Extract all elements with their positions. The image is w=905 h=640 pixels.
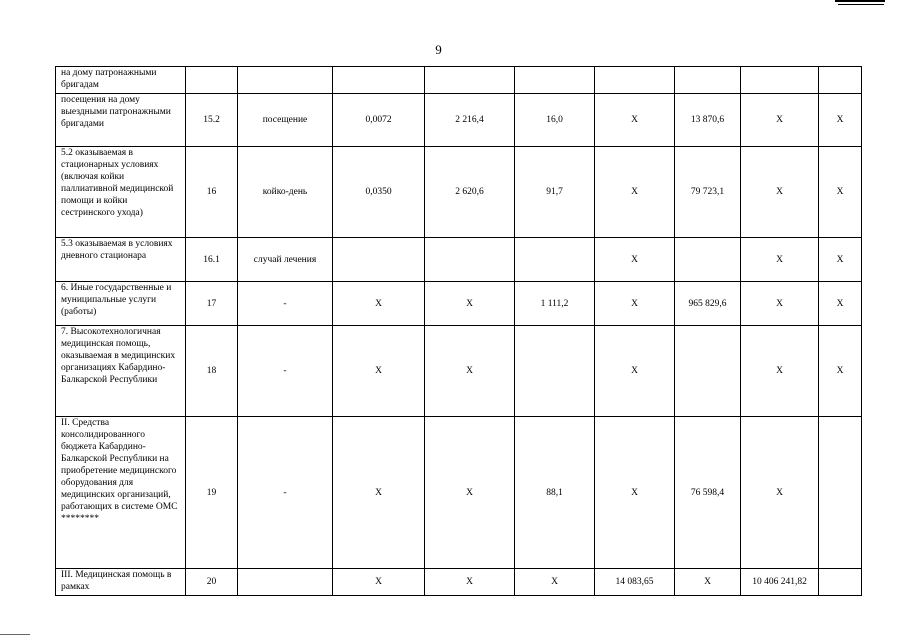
cell-col9: X xyxy=(819,94,862,147)
cell-col3: 0,0072 xyxy=(333,94,425,147)
cell-col7: 13 870,6 xyxy=(675,94,741,147)
cell-col9 xyxy=(819,417,862,569)
cell-col5 xyxy=(515,67,595,94)
cell-col7 xyxy=(675,67,741,94)
cell-col7: 965 829,6 xyxy=(675,282,741,326)
row-unit xyxy=(238,569,333,596)
row-name: 7. Высокотехнологичная медицинская помощь, оказываемая в медицинских организациях Кабардино-Балкарской Республики xyxy=(56,326,186,417)
row-code: 19 xyxy=(186,417,238,569)
row-name: 6. Иные государственные и муниципальные услуги (работы) xyxy=(56,282,186,326)
cell-col9: X xyxy=(819,147,862,238)
cell-col3: X xyxy=(333,569,425,596)
table-row xyxy=(56,147,862,238)
cell-col6: 14 083,65 xyxy=(595,569,675,596)
cell-col8: X xyxy=(741,326,819,417)
row-name: III. Медицинская помощь в рамках xyxy=(56,569,186,596)
row-code: 18 xyxy=(186,326,238,417)
cell-col8: X xyxy=(741,417,819,569)
cell-col4: X xyxy=(425,326,515,417)
cell-col5: 88,1 xyxy=(515,417,595,569)
row-name: на дому патронажными бригадам xyxy=(56,67,186,94)
financing-table xyxy=(55,66,862,596)
row-unit: койко-день xyxy=(238,147,333,238)
row-code xyxy=(186,67,238,94)
cell-col6: X xyxy=(595,94,675,147)
cell-col5: 16,0 xyxy=(515,94,595,147)
cell-col4: 2 620,6 xyxy=(425,147,515,238)
cell-col4: 2 216,4 xyxy=(425,94,515,147)
cell-col6 xyxy=(595,67,675,94)
row-unit: - xyxy=(238,282,333,326)
cell-col8: X xyxy=(741,94,819,147)
row-name: II. Средства консолидированного бюджета Кабардино-Балкарской Республики на приобретение медицинского оборудования для медицинских организаций, работающих в системе ОМС ******** xyxy=(56,417,186,569)
cell-col9: X xyxy=(819,326,862,417)
table-row xyxy=(56,282,862,326)
row-unit xyxy=(238,67,333,94)
table-row xyxy=(56,569,862,596)
cell-col4 xyxy=(425,238,515,282)
cell-col5: 1 111,2 xyxy=(515,282,595,326)
cell-col3 xyxy=(333,238,425,282)
row-code: 15.2 xyxy=(186,94,238,147)
cell-col8: X xyxy=(741,238,819,282)
cell-col3: X xyxy=(333,326,425,417)
cell-col5: X xyxy=(515,569,595,596)
cell-col5: 91,7 xyxy=(515,147,595,238)
cell-col4: X xyxy=(425,282,515,326)
row-name: посещения на дому выездными патронажными бригадами xyxy=(56,94,186,147)
row-unit: случай лечения xyxy=(238,238,333,282)
footer-rule xyxy=(0,634,30,635)
row-code: 16 xyxy=(186,147,238,238)
table-row xyxy=(56,417,862,569)
row-code: 17 xyxy=(186,282,238,326)
cell-col6: X xyxy=(595,282,675,326)
cell-col4 xyxy=(425,67,515,94)
cell-col4: X xyxy=(425,569,515,596)
page-number: 9 xyxy=(435,42,442,57)
cell-col7 xyxy=(675,326,741,417)
cell-col9 xyxy=(819,569,862,596)
cell-col5 xyxy=(515,326,595,417)
cell-col7: 79 723,1 xyxy=(675,147,741,238)
table-row xyxy=(56,67,862,94)
cell-col6: X xyxy=(595,326,675,417)
row-code: 16.1 xyxy=(186,238,238,282)
table-row xyxy=(56,238,862,282)
cell-col4: X xyxy=(425,417,515,569)
row-name: 5.2 оказываемая в стационарных условиях (включая койки паллиативной медицинской помощи и койки сестринского ухода) xyxy=(56,147,186,238)
cell-col9: X xyxy=(819,282,862,326)
cell-col3 xyxy=(333,67,425,94)
row-unit: - xyxy=(238,326,333,417)
cell-col8: 10 406 241,82 xyxy=(741,569,819,596)
cell-col8: X xyxy=(741,282,819,326)
cell-col6: X xyxy=(595,238,675,282)
cell-col6: X xyxy=(595,417,675,569)
row-unit: - xyxy=(238,417,333,569)
row-unit: посещение xyxy=(238,94,333,147)
cell-col6: X xyxy=(595,147,675,238)
header-rule-thin xyxy=(838,4,884,5)
cell-col7 xyxy=(675,238,741,282)
cell-col3: 0,0350 xyxy=(333,147,425,238)
cell-col9: X xyxy=(819,238,862,282)
cell-col3: X xyxy=(333,282,425,326)
row-code: 20 xyxy=(186,569,238,596)
table-row xyxy=(56,326,862,417)
table-row xyxy=(56,94,862,147)
row-name: 5.3 оказываемая в условиях дневного стационара xyxy=(56,238,186,282)
cell-col8 xyxy=(741,67,819,94)
cell-col7: 76 598,4 xyxy=(675,417,741,569)
cell-col5 xyxy=(515,238,595,282)
cell-col9 xyxy=(819,67,862,94)
cell-col8: X xyxy=(741,147,819,238)
cell-col7: X xyxy=(675,569,741,596)
header-rule xyxy=(835,0,885,2)
cell-col3: X xyxy=(333,417,425,569)
